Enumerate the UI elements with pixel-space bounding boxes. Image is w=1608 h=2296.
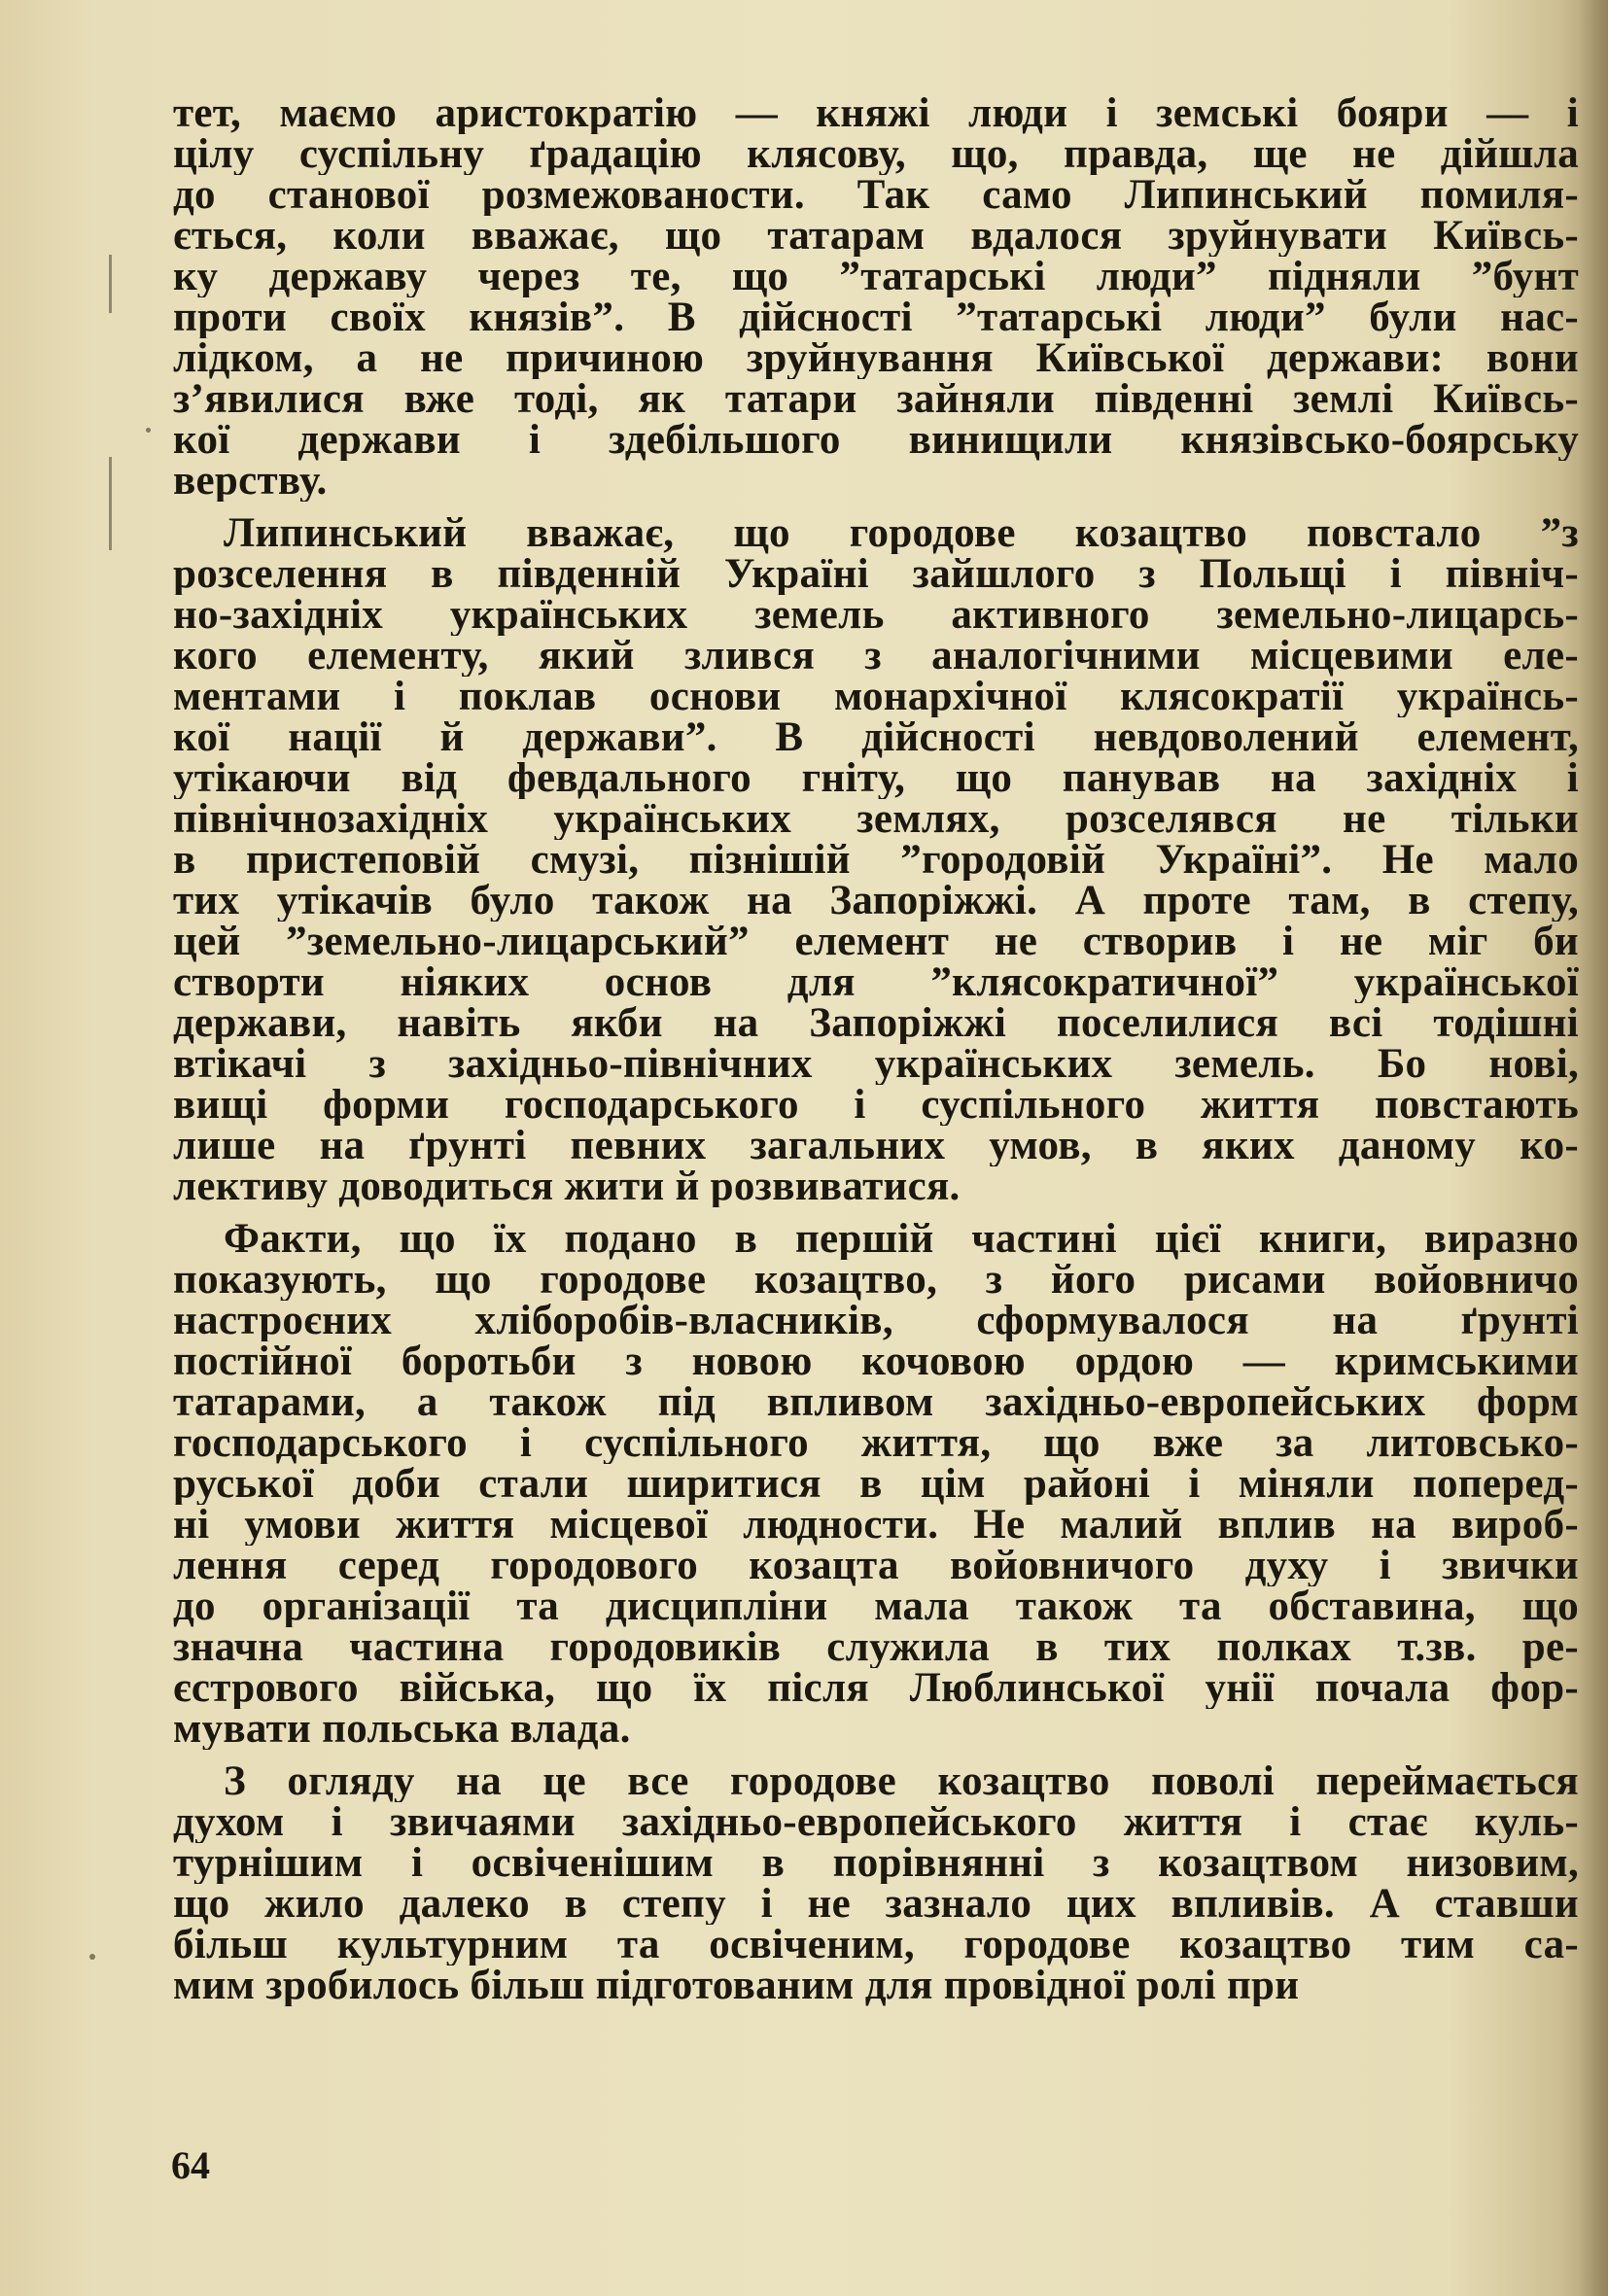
text-line: створти ніяких основ для ”клясократичної” української <box>173 962 1579 1003</box>
text-line: утікаючи від февдального гніту, що панував на західніх і <box>173 758 1579 799</box>
paragraph <box>173 1219 1579 1750</box>
margin-pencil-mark <box>109 255 112 313</box>
text-line: Факти, що їх подано в першій частині цієї книги, виразно <box>224 1219 1579 1260</box>
text-line: єстрового війська, що їх після Люблинської унії почала фор- <box>173 1668 1579 1709</box>
text-line: ку державу через те, що ”татарські люди” підняли ”бунт <box>173 257 1579 297</box>
page-edge-shadow <box>1579 0 1608 2296</box>
paragraph <box>173 513 1579 1207</box>
text-line: лише на ґрунті певних загальних умов, в яких даному ко- <box>173 1126 1579 1166</box>
text-line: лідком, а не причиною зруйнування Київської держави: вони <box>173 338 1579 379</box>
text-line: духом і звичаями західньо-европейського життя і стає куль- <box>173 1802 1579 1843</box>
text-line: кої нації й держави”. В дійсності невдоволений елемент, <box>173 717 1579 758</box>
text-line: лення серед городового козацта войовничого духу і звички <box>173 1546 1579 1586</box>
page-number: 64 <box>171 2143 210 2187</box>
paragraph <box>173 93 1579 502</box>
text-line: проти своїх князів”. В дійсності ”татарські люди” були нас- <box>173 297 1579 338</box>
text-line: тих утікачів було також на Запоріжжі. А проте там, в степу, <box>173 881 1579 922</box>
text-line: вищі форми господарського і суспільного життя повстають <box>173 1085 1579 1126</box>
text-line: лективу доводиться жити й розвиватися. <box>173 1166 961 1207</box>
text-line: ється, коли вважає, що татарам вдалося зруйнувати Київсь- <box>173 216 1579 257</box>
text-line: кої держави і здебільшого винищили князівсько-боярську <box>173 420 1579 461</box>
text-line: мим зробилось більш підготованим для провідної ролі при <box>173 1966 1300 2006</box>
text-line: північнозахідніх українських землях, розселявся не тільки <box>173 799 1579 840</box>
text-line: значна частина городовиків служила в тих полках т.зв. ре- <box>173 1627 1579 1668</box>
text-line: в пристеповій смузі, пізнішій ”городовій Україні”. Не мало <box>173 840 1579 881</box>
margin-pencil-mark <box>109 457 112 550</box>
text-line: цей ”земельно-лицарський” елемент не створив і не міг би <box>173 922 1579 962</box>
text-line: до організації та дисципліни мала також та обставина, що <box>173 1586 1579 1627</box>
text-line: з’явилися вже тоді, як татари зайняли південні землі Київсь- <box>173 379 1579 420</box>
text-line: кого елементу, який злився з аналогічними місцевими еле- <box>173 636 1579 677</box>
text-line: ні умови життя місцевої людности. Не малий вплив на вироб- <box>173 1505 1579 1546</box>
text-line: господарського і суспільного життя, що вже за литовсько- <box>173 1423 1579 1464</box>
text-line: до станової розмежованости. Так само Липинський помиля- <box>173 175 1579 216</box>
text-line: настроєних хліборобів-власників, сформувалося на ґрунті <box>173 1301 1579 1341</box>
text-line: турнішим і освіченішим в порівнянні з козацтвом низовим, <box>173 1843 1579 1884</box>
text-line: показують, що городове козацтво, з його рисами войовничо <box>173 1260 1579 1301</box>
text-line: верству. <box>173 461 328 502</box>
text-line: руської доби стали ширитися в цім районі і міняли поперед- <box>173 1464 1579 1505</box>
text-line: постійної боротьби з новою кочовою ордою — кримськими <box>173 1341 1579 1382</box>
paragraph <box>173 1761 1579 2006</box>
text-line: Липинський вважає, що городове козацтво повстало ”з <box>224 513 1579 554</box>
text-line: втікачі з західньо-північних українських земель. Бо нові, <box>173 1044 1579 1085</box>
text-line: З огляду на це все городове козацтво поволі переймається <box>224 1761 1579 1802</box>
text-line: що жило далеко в степу і не зазнало цих впливів. А ставши <box>173 1884 1579 1925</box>
paper-speck <box>146 428 151 433</box>
text-line: ментами і поклав основи монархічної клясократії українсь- <box>173 677 1579 717</box>
body-text <box>173 93 1579 2018</box>
text-line: тет, маємо аристократію — княжі люди і земські бояри — і <box>173 93 1579 134</box>
text-line: но-західніх українських земель активного земельно-лицарсь- <box>173 595 1579 636</box>
text-line: більш культурним та освіченим, городове козацтво тим са- <box>173 1925 1579 1966</box>
text-line: татарами, а також під впливом західньо-европейських форм <box>173 1382 1579 1423</box>
text-line: розселення в південній Україні зайшлого з Польщі і північ- <box>173 554 1579 595</box>
text-line: цілу суспільну ґрадацію клясову, що, правда, ще не дійшла <box>173 134 1579 175</box>
text-line: мувати польська влада. <box>173 1709 631 1750</box>
paper-speck <box>89 1954 95 1960</box>
text-line: держави, навіть якби на Запоріжжі поселилися всі тодішні <box>173 1003 1579 1044</box>
